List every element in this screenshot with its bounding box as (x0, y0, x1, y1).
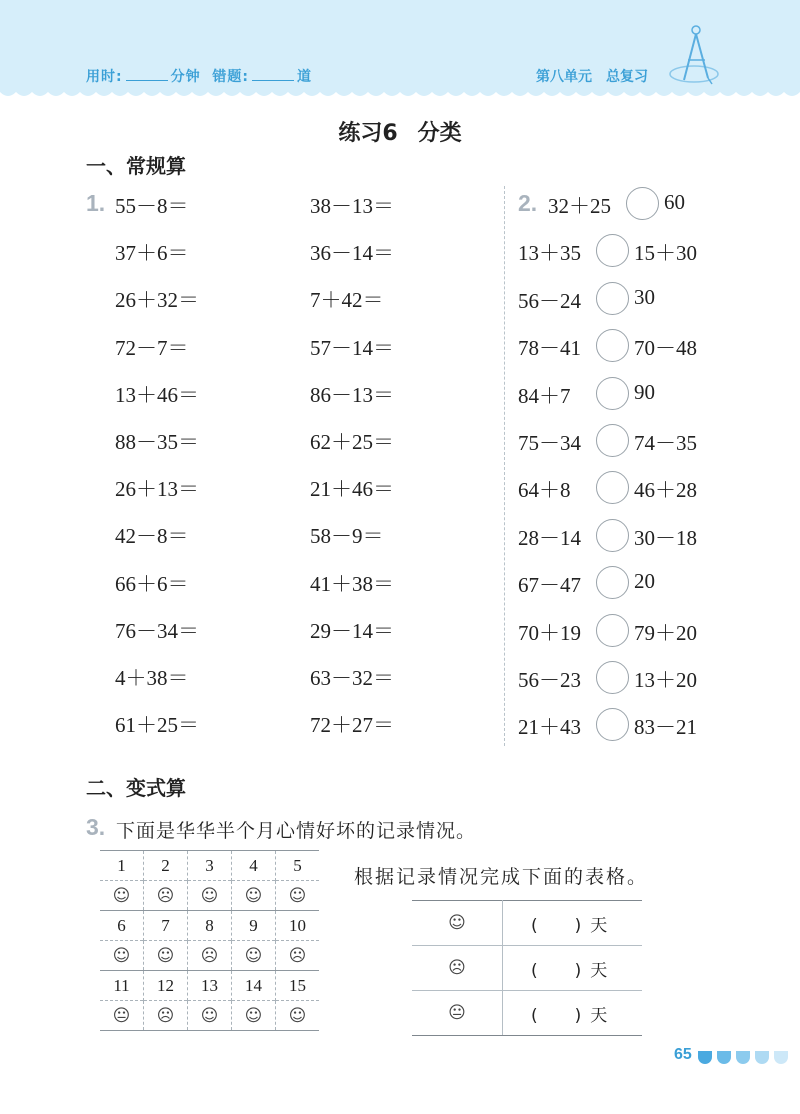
decor-dot (755, 1051, 769, 1064)
answer-circle[interactable] (596, 471, 629, 504)
day-unit: 天 (590, 915, 608, 936)
mood-cell (188, 881, 232, 911)
mood-face-icon: ☺ (112, 885, 131, 906)
answer-circle[interactable] (596, 566, 629, 599)
day-number: 13 (188, 971, 232, 1001)
errors-unit: 道 (296, 69, 312, 85)
day-number: 15 (276, 971, 320, 1001)
q3-description: 下面是华华半个月心情好坏的记录情况。 (116, 820, 477, 842)
calc-item: 72－7＝ (115, 335, 189, 360)
calc-item: 86－13＝ (310, 382, 394, 407)
calc-item: 21＋46＝ (310, 477, 394, 502)
time-blank[interactable] (126, 68, 168, 81)
day-number: 1 (100, 851, 144, 881)
answer-blank[interactable]: ( ) (531, 960, 583, 981)
day-number: 3 (188, 851, 232, 881)
calc-item: 66＋6＝ (115, 571, 189, 596)
calc-item: 58－9＝ (310, 524, 384, 549)
decor-dot (736, 1051, 750, 1064)
compare-right: 74－35 (634, 431, 697, 455)
mood-cell (144, 1001, 188, 1031)
answer-circle[interactable] (596, 614, 629, 647)
answer-circle[interactable] (596, 282, 629, 315)
mood-face-icon: 😐 (448, 1003, 466, 1023)
decor-dot (698, 1051, 712, 1064)
summary-face-cell (412, 946, 503, 991)
section-heading-2: 二、变式算 (86, 776, 186, 800)
summary-answer-cell[interactable] (503, 901, 643, 946)
errors-label: 错题: (212, 69, 249, 85)
time-unit: 分钟 (170, 69, 201, 85)
mood-cell (232, 881, 276, 911)
compare-right: 70－48 (634, 336, 697, 361)
compare-right: 20 (634, 569, 655, 594)
mood-cell (276, 1001, 320, 1031)
calc-item: 4＋38＝ (115, 666, 189, 690)
mood-summary-table (412, 900, 642, 1036)
exercise-topic: 分类 (417, 121, 462, 146)
day-number: 4 (232, 851, 276, 881)
page-decoration (698, 1049, 793, 1068)
page-number: 65 (674, 1046, 692, 1063)
summary-face-cell (412, 991, 503, 1036)
question-number-3: 3. (86, 814, 106, 840)
day-number: 6 (100, 911, 144, 941)
mood-face-icon: ☹ (448, 958, 466, 978)
mood-face-icon: ☺ (288, 1005, 307, 1026)
answer-blank[interactable]: ( ) (531, 1005, 583, 1026)
q3-instruction: 根据记录情况完成下面的表格。 (354, 866, 649, 888)
compare-right: 30－18 (634, 525, 697, 550)
time-error-record (86, 66, 312, 86)
mood-cell (188, 1001, 232, 1031)
mood-cell (232, 1001, 276, 1031)
question-number-1: 1. (86, 190, 106, 216)
calc-item: 88－35＝ (115, 430, 199, 454)
calc-item: 26＋32＝ (115, 288, 199, 313)
mood-face-icon: ☺ (156, 945, 175, 966)
day-number: 5 (276, 851, 320, 881)
page-title (0, 116, 800, 147)
mood-face-icon: ☺ (448, 913, 466, 933)
compare-left: 13＋35 (518, 241, 581, 266)
mood-face-icon: ☺ (244, 945, 263, 966)
day-number: 8 (188, 911, 232, 941)
calc-item: 13＋46＝ (115, 382, 199, 407)
compare-right: 13＋20 (634, 668, 697, 692)
compare-left: 70＋19 (518, 620, 581, 645)
compare-left: 64＋8 (518, 478, 571, 503)
compare-right: 79＋20 (634, 620, 697, 645)
mood-cell (188, 941, 232, 971)
summary-answer-cell[interactable] (503, 991, 643, 1036)
time-label: 用时: (86, 69, 123, 85)
calc-item: 41＋38＝ (310, 571, 394, 596)
compare-left: 84＋7 (518, 383, 571, 408)
calc-item: 38－13＝ (310, 194, 394, 218)
day-number: 7 (144, 911, 188, 941)
day-number: 12 (144, 971, 188, 1001)
compare-right: 83－21 (634, 715, 697, 740)
summary-answer-cell[interactable] (503, 946, 643, 991)
unit-title: 总复习 (606, 69, 648, 85)
column-divider (504, 186, 505, 746)
compare-left: 56－24 (518, 288, 581, 313)
answer-circle[interactable] (626, 187, 659, 220)
mood-record-table (100, 850, 319, 1031)
compare-left: 28－14 (518, 525, 581, 550)
mood-face-icon: ☹ (288, 945, 307, 966)
decor-dot (774, 1051, 788, 1064)
mood-cell (100, 941, 144, 971)
compare-right: 60 (664, 190, 685, 214)
header-wave-edge (0, 86, 800, 100)
mood-face-icon: ☺ (244, 1005, 263, 1026)
summary-face-cell (412, 901, 503, 946)
errors-blank[interactable] (252, 68, 294, 81)
exercise-number: 练习6 (338, 121, 398, 146)
section-heading-1: 一、常规算 (86, 154, 186, 178)
mood-face-icon: ☺ (288, 885, 307, 906)
mood-face-icon: ☹ (156, 885, 175, 906)
compare-left: 75－34 (518, 431, 581, 455)
mood-cell (100, 881, 144, 911)
compare-left: 32＋25 (548, 194, 611, 218)
calc-item: 26＋13＝ (115, 477, 199, 502)
compare-right: 30 (634, 284, 655, 309)
compare-left: 21＋43 (518, 715, 581, 740)
day-number: 9 (232, 911, 276, 941)
calc-item: 61＋25＝ (115, 713, 199, 738)
calc-item: 7＋42＝ (310, 288, 384, 313)
day-number: 14 (232, 971, 276, 1001)
compare-left: 56－23 (518, 668, 581, 692)
mood-face-icon: ☺ (200, 1005, 219, 1026)
answer-circle[interactable] (596, 708, 629, 741)
calc-item: 57－14＝ (310, 335, 394, 360)
answer-blank[interactable]: ( ) (531, 915, 583, 936)
question-number-2: 2. (518, 190, 538, 216)
answer-circle[interactable] (596, 661, 629, 694)
compare-right: 46＋28 (634, 478, 697, 503)
answer-circle[interactable] (596, 329, 629, 362)
compare-right: 90 (634, 379, 655, 404)
compass-icon (664, 22, 728, 88)
answer-circle[interactable] (596, 234, 629, 267)
calc-item: 36－14＝ (310, 241, 394, 266)
day-unit: 天 (590, 960, 608, 981)
mood-cell (232, 941, 276, 971)
mood-face-icon: ☹ (156, 1005, 175, 1026)
day-number: 2 (144, 851, 188, 881)
calc-item: 63－32＝ (310, 666, 394, 690)
mood-face-icon: ☹ (200, 945, 219, 966)
mood-cell (144, 881, 188, 911)
mood-face-icon: ☺ (200, 885, 219, 906)
calc-item: 55－8＝ (115, 194, 189, 218)
unit-number: 第八单元 (536, 69, 592, 85)
calc-item: 76－34＝ (115, 618, 199, 643)
answer-circle[interactable] (596, 377, 629, 410)
calc-item: 72＋27＝ (310, 713, 394, 738)
compare-left: 67－47 (518, 573, 581, 598)
day-number: 11 (100, 971, 144, 1001)
mood-face-icon: ☺ (244, 885, 263, 906)
calc-item: 29－14＝ (310, 618, 394, 643)
calc-item: 37＋6＝ (115, 241, 189, 266)
mood-cell (144, 941, 188, 971)
compare-left: 78－41 (518, 336, 581, 361)
compare-right: 15＋30 (634, 241, 697, 266)
mood-cell (100, 1001, 144, 1031)
answer-circle[interactable] (596, 519, 629, 552)
day-number: 10 (276, 911, 320, 941)
unit-label (536, 66, 662, 86)
decor-dot (717, 1051, 731, 1064)
mood-cell (276, 881, 320, 911)
answer-circle[interactable] (596, 424, 629, 457)
mood-face-icon: 😐 (112, 1005, 131, 1026)
calc-item: 42－8＝ (115, 524, 189, 549)
mood-cell (276, 941, 320, 971)
calc-item: 62＋25＝ (310, 430, 394, 454)
day-unit: 天 (590, 1005, 608, 1026)
mood-face-icon: ☺ (112, 945, 131, 966)
